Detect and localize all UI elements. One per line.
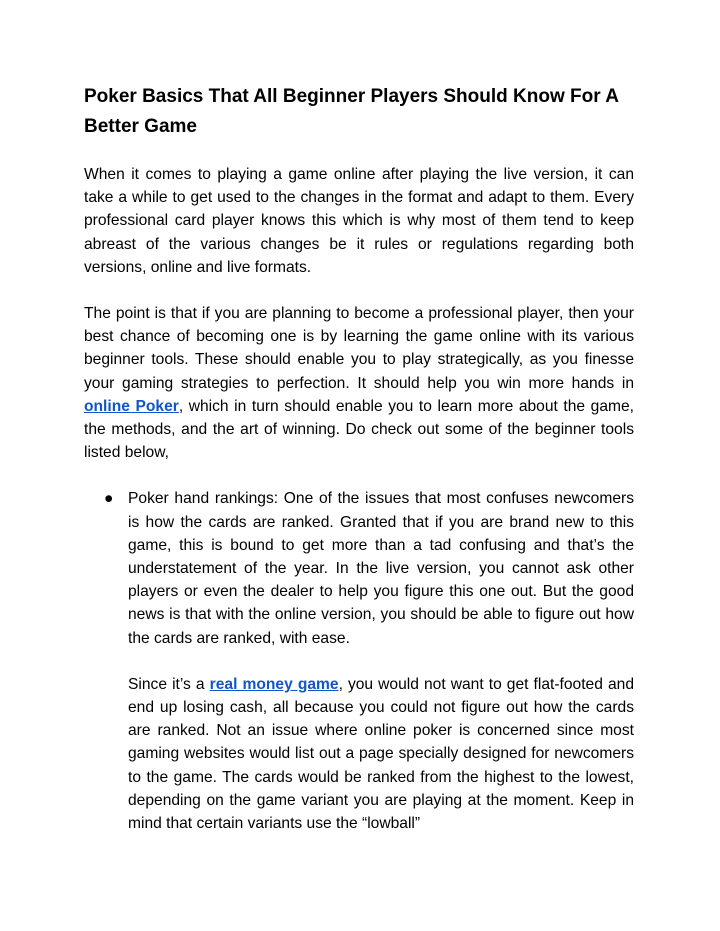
document-page bbox=[84, 82, 634, 858]
tools-paragraph bbox=[84, 302, 634, 464]
intro-paragraph: When it comes to playing a game online after playing the live version, it can take a while to get used to the changes in the format and adapt to them. Every professional card player knows this which is why most of them tend to keep abreast of the various changes be it rules or regulations regarding both versions, online and live formats. bbox=[84, 166, 634, 276]
beginner-tools-list bbox=[84, 487, 634, 835]
tools-paragraph-text-before: The point is that if you are planning to become a professional player, then your best chance of becoming one is by learning the game online with its various beginner tools. These should enable you to play strategically, as you finesse your gaming strategies to perfection. It should help you win more hands in bbox=[84, 305, 634, 392]
hand-rankings-text: Poker hand rankings: One of the issues that most confuses newcomers is how the cards are ranked. Granted that if you are brand new to this game, this is bound to get more than a tad confusing and that’s the understatement of the year. In the live version, you cannot ask other players or even the dealer to help you figure this one out. But the good news is that with the online version, you should be able to figure out how the cards are ranked, with ease. bbox=[128, 490, 634, 647]
list-item-hand-rankings bbox=[84, 487, 634, 835]
real-money-text-after: , you would not want to get flat-footed and end up losing cash, all because you could not figure out how the cards are ranked. Not an issue where online poker is concerned since most gaming websites would list out a page specially designed for newcomers to the game. The cards would be ranked from the highest to the lowest, depending on the game variant you are playing at the moment. Keep in mind that certain variants use the “lowball” bbox=[128, 675, 634, 833]
tools-paragraph-text-after: , which in turn should enable you to learn more about the game, the methods, and the art of winning. Do check out some of the beginner tools listed below, bbox=[84, 397, 634, 462]
online-poker-link[interactable]: online Poker bbox=[84, 397, 179, 415]
real-money-paragraph bbox=[128, 673, 634, 835]
real-money-text-before: Since it’s a bbox=[128, 675, 210, 693]
real-money-game-link[interactable]: real money game bbox=[209, 675, 339, 693]
bullet-marker: ● bbox=[104, 490, 114, 508]
document-title: Poker Basics That All Beginner Players Should Know For A Better Game bbox=[84, 86, 619, 137]
